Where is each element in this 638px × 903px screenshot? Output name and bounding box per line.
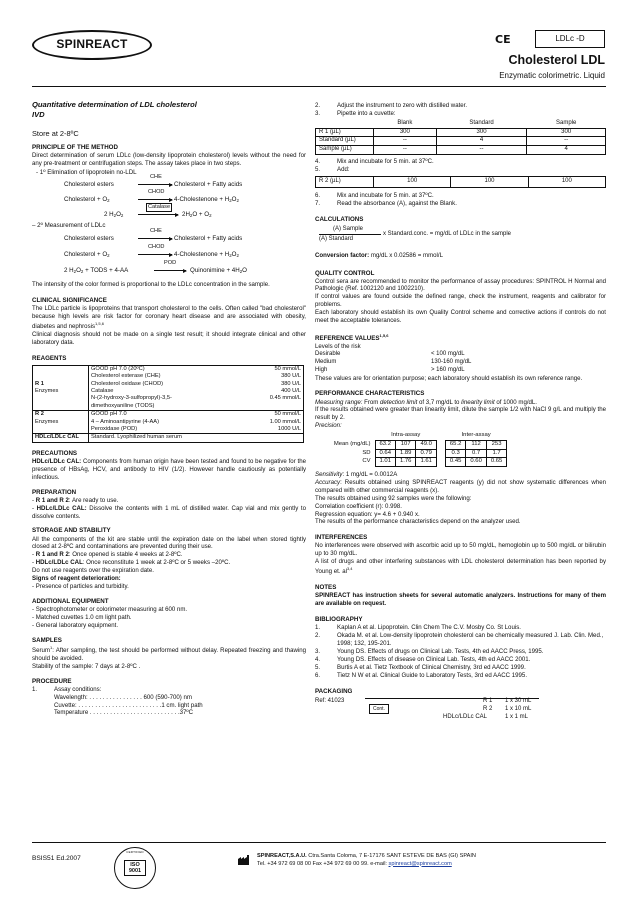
table-row: Peroxidase (POD) 1000 U/L xyxy=(33,426,304,434)
table-row: CV 1.01 1.76 1.61 0.45 0.60 0.65 xyxy=(315,458,507,467)
principle-text: Direct determination of serum LDLc (low-density lipoprotein cholesterol) levels without the need for any pre-treatment or centrifugation steps. The assay takes place in two steps. xyxy=(32,152,306,168)
interferences-title: INTERFERENCES xyxy=(315,534,368,542)
table-row: HDLc/LDLc CAL Standard. Lyophilized human serum xyxy=(33,434,304,442)
regression: Regression equation: y= 4.6 + 0.940 x. xyxy=(315,510,420,518)
rx-che-2: CHE xyxy=(150,228,162,235)
procedure-wavelength: Wavelength: . . . . . . . . . . . . . . . . 600 (590-700) nm xyxy=(54,693,192,701)
table-row: N-(2-hydroxy-3-sulfopropyl)-3,5- 0.45 mmol/L xyxy=(33,395,304,402)
table-row: Desirable < 100 mg/dL xyxy=(315,351,465,358)
rx-quinonimine: Quinonimine + $4H_2O$ xyxy=(190,267,247,275)
main-heading-line2: IVD xyxy=(32,110,45,120)
rx-arrow-6 xyxy=(154,270,186,271)
formula-numerator: (A) Sample xyxy=(333,225,364,232)
rx-cholestenone-2: 4-Cholestenone + $H_2O_2$ xyxy=(174,251,239,259)
conversion-factor: Conversion factor: mg/dL x 0.02586 = mmol/L xyxy=(315,251,443,259)
table-row: Mean (mg/dL) 63.2 107 49.0 65.2 112 253 xyxy=(315,440,507,449)
rx-pod: POD xyxy=(164,260,177,267)
table-row: SD 0.64 1.89 0.79 0.3 0.7 1.7 xyxy=(315,449,507,458)
samples-title: SAMPLES xyxy=(32,636,62,644)
accuracy-samples: The results obtained using 92 samples were the following: xyxy=(315,494,472,502)
formula-result: x Standard.conc. = mg/dL of LDLc in the sample xyxy=(383,230,512,237)
rx-water: $2H_2O + O_2$ xyxy=(182,211,212,219)
spinreact-logo xyxy=(32,30,152,60)
correlation: Correlation coefficient (r): 0.998. xyxy=(315,502,402,510)
main-heading-line1: Quantitative determination of LDL cholesterol xyxy=(32,100,197,109)
procedure-step: 3. Pipette into a cuvette: xyxy=(315,109,396,117)
table-row: High > 160 mg/dL xyxy=(315,366,465,373)
preparation-line1: - R 1 and R 2: Are ready to use. xyxy=(32,496,119,504)
principle-after: The intensity of the color formed is proportional to the LDLc concentration in the sample. xyxy=(32,281,270,289)
rx-h2o2: 2 $H_2O_2$ xyxy=(104,211,124,219)
rx-chol-fatty-2: Cholesterol + Fatty acids xyxy=(174,235,243,243)
bibliography-title: BIBLIOGRAPHY xyxy=(315,616,363,624)
preparation-title: PREPARATION xyxy=(32,488,77,496)
reaction-scheme xyxy=(32,169,306,281)
table-row: Standard (µL) -- 4 -- xyxy=(316,137,606,146)
storage-line3: Do not use reagents over the expiration date. xyxy=(32,567,154,575)
clinical-text2: Clinical diagnosis should not be made on a single test result; it should integrate clinical and other laboratory data. xyxy=(32,330,306,346)
rx-catalase: Catalase xyxy=(146,203,172,212)
qc-text: Control sera are recommended to monitor the performance of assay procedures: SPINTROL H Normal and Pathologic (Ref. 1002120 and 1002210). xyxy=(315,277,606,293)
storage-line2: - HDLc/LDLc CAL: Once reconstitute 1 week at 2-8ºC or 5 weeks –20ºC. xyxy=(32,559,231,567)
rx-arrow-4 xyxy=(138,238,172,239)
qc-text2: If control values are found outside the defined range, check the instrument, reagents and calibrator for problems. xyxy=(315,293,606,309)
rx-arrow-2 xyxy=(138,199,172,200)
product-code-box: LDLc -D xyxy=(535,30,605,48)
ce-mark-icon: CE xyxy=(495,33,511,46)
packaging-title: PACKAGING xyxy=(315,687,353,695)
table-row: Cholesterol esterase (CHE) 380 U/L xyxy=(33,373,304,380)
notes-text: SPINREACT has instruction sheets for several automatic analyzers. Instructions for many of them are available on request. xyxy=(315,592,606,608)
storage-note: Store at 2-8ºC xyxy=(32,128,79,138)
reagent-r1-label: R 1 xyxy=(33,381,89,388)
table-header-row: Blank Standard Sample xyxy=(397,119,577,126)
rx-chol-esters-2: Cholesterol esters xyxy=(64,235,114,243)
bibliography-item: 3. Young DS. Effects of drugs on Clinical Lab. Tests, 4th ed AACC Press, 1995. xyxy=(315,647,544,655)
reference-title: REFERENCE VALUES$^{1,5,6}$ xyxy=(315,333,389,343)
procedure-cuvette: Cuvette: . . . . . . . . . . . . . . . . . . . . . . . . .1 cm. light path xyxy=(54,701,203,709)
equipment-item: - Spectrophotometer or colorimeter measuring at 600 nm. xyxy=(32,606,188,614)
interferences-text: No interferences were observed with ascorbic acid up to 50 mg/dL, hemoglobin up to 500 mg/dL or bilirubin up to 30 mg/dL. xyxy=(315,542,606,558)
bibliography-item: 1. Kaplan A et al. Lipoprotein. Clin Chem The C.V. Mosby Co. St Louis. xyxy=(315,624,521,632)
calculations-title: CALCULATIONS xyxy=(315,215,364,223)
preparation-line2: - HDLc/LDLc CAL: Dissolve the contents with 1 mL of distilled water. Cap vial and mix gently to dissolve contents. xyxy=(32,504,306,520)
table-row: R 1 (µL) 300 300 300 xyxy=(316,128,606,137)
procedure-step: 7. Read the absorbance (A), against the Blank. xyxy=(315,199,457,207)
footer-company-info: SPINREACT,S.A.U. Ctra.Santa Coloma, 7 E-17176 SANT ESTEVE DE BAS (GI) SPAIN Tel. +34 972 69 08 00 Fax +34 972 69 00 99. e-mail: spinreact@spinreact.com xyxy=(257,853,476,867)
reference-levels: Levels of the risk xyxy=(315,343,361,351)
precision-table xyxy=(315,432,507,467)
footer-edition: BSIS51 Ed.2007 xyxy=(32,855,81,862)
qc-text3: Each laboratory should establish its own Quality Control scheme and corrective actions if controls do not meet the acceptable tolerances. xyxy=(315,309,606,325)
right-column xyxy=(315,102,606,728)
rx-che-1: CHE xyxy=(150,174,162,181)
reagents-title: REAGENTS xyxy=(32,354,67,362)
rx-arrow-3 xyxy=(138,214,178,215)
storage-text: All the components of the kit are stable until the expiration date on the label when stored tightly closed at 2-8ºC and contaminations are prevented during their use. xyxy=(32,535,306,551)
rx-tods: 2 $H_2O_2$ + TODS + 4-AA xyxy=(64,267,129,275)
qc-title: QUALITY CONTROL xyxy=(315,269,375,277)
storage-line1: - R 1 and R 2: Once opened is stable 4 weeks at 2-8ºC. xyxy=(32,551,183,559)
bibliography-item: 6. Tietz N W et al. Clinical Guide to Laboratory Tests, 3rd ed AACC 1995. xyxy=(315,671,528,679)
rx-arrow-1 xyxy=(138,184,172,185)
document-title: Cholesterol LDL xyxy=(508,53,605,67)
procedure-step: 5. Add: xyxy=(315,165,350,173)
packaging-block: Ref: 41023 Cont. R 1 1 x 30 mL R 2 1 x 10 mL HDLc/LDLc CAL 1 x 1 mL xyxy=(315,698,606,728)
precautions-text: HDLc/LDLc CAL: Components from human origin have been tested and found to be negative for the presence of HBsAg, HCV, and antibody to HIV (1/2). However handle cautiously as potentially infectious. xyxy=(32,457,306,481)
iso-certification-seal: CERTIFIED ISO 9001 xyxy=(114,847,156,889)
step2-label: – 2º Measurement of LDLc xyxy=(32,222,106,230)
table-row: R 1 Cholesterol oxidase (CHOD) 380 U/L xyxy=(33,381,304,388)
document-subtitle: Enzymatic colorimetric. Liquid xyxy=(499,71,605,80)
rx-chol-o2-2: Cholesterol + $O_2$ xyxy=(64,251,110,259)
samples-text: Serum$^1$: After sampling, the test should be performed without delay. Repeated freezing and thawing should be avoided. xyxy=(32,644,306,662)
clinical-text: The LDLc particle is lipoproteins that transport cholesterol to the cells. Often called "bad cholesterol" because high levels are risk factor for coronary heart disease and are associated with obesity, diabetes and nephrosis$^{1,5,6}$ xyxy=(32,305,306,330)
table-row: R 2 (µL) 100 100 100 xyxy=(316,176,606,187)
bibliography-item: 2. Okada M. et al. Low-density lipoprotein cholesterol can be chemically measured J. Lab. Clin. Med., 1998; 132, 195-201. xyxy=(315,632,604,647)
rx-chod-1: CHOD xyxy=(148,189,165,196)
performance-title: PERFORMANCE CHARACTERISTICS xyxy=(315,390,425,398)
factory-icon xyxy=(238,855,250,865)
sensitivity: Sensitivity: 1 mg/dL = 0.0012A xyxy=(315,470,398,478)
table-header-row: Intra-assay Inter-assay xyxy=(391,432,491,439)
procedure-step: 2. Adjust the instrument to zero with distilled water. xyxy=(315,102,468,109)
storage-line5: - Presence of particles and turbidity. xyxy=(32,583,129,591)
table-row: GOOD pH 7.0 (20ºC) 50 mmol/L xyxy=(33,365,304,373)
reference-note: These values are for orientation purpose; each laboratory should establish its own reference range. xyxy=(315,374,583,382)
email-link[interactable]: spinreact@spinreact.com xyxy=(388,860,452,867)
table-row: Enzymes 4 – Aminoantipyrine (4-AA) 1.00 mmol/L xyxy=(33,419,304,426)
main-heading xyxy=(32,100,306,121)
logo-text: SPINREACT xyxy=(56,37,128,52)
clinical-title: CLINICAL SIGNIFICANCE xyxy=(32,296,107,304)
principle-title: PRINCIPLE OF THE METHOD xyxy=(32,144,118,152)
procedure-step1: 1. Assay conditions: xyxy=(32,685,102,693)
procedure-step: 6. Mix and incubate for 5 min. at 37ºC. xyxy=(315,191,434,199)
rx-chol-fatty-1: Cholesterol + Fatty acids xyxy=(174,181,243,189)
r2-addition-table xyxy=(315,176,606,188)
samples-stability: Stability of the sample: 7 days at 2-8ºC . xyxy=(32,662,141,670)
storage-line4: Signs of reagent deterioration: xyxy=(32,575,121,583)
rx-chod-2: CHOD xyxy=(148,244,165,251)
left-column xyxy=(32,100,306,717)
equipment-item: - General laboratory equipment. xyxy=(32,621,119,629)
precision-label: Precision: xyxy=(315,422,342,430)
bibliography-item: 4. Young DS. Effects of disease on Clinical Lab. Tests, 4th ed AACC 2001. xyxy=(315,655,531,663)
calculation-formula xyxy=(315,226,606,250)
table-row: R 2 GOOD pH 7.0 50 mmol/L xyxy=(33,411,304,419)
footer-divider xyxy=(32,842,606,843)
equipment-item: - Matched cuvettes 1.0 cm light path. xyxy=(32,613,132,621)
storage-title: STORAGE AND STABILITY xyxy=(32,527,111,535)
precautions-title: PRECAUTIONS xyxy=(32,449,78,457)
table-row: Enzymes Catalase 400 U/L xyxy=(33,388,304,395)
procedure-temperature: Temperature . . . . . . . . . . . . . . . . . . . . . . . . . . .37ºC xyxy=(54,709,194,717)
table-row: dimethoxyaniline (TODS) xyxy=(33,403,304,411)
procedure-step: 4. Mix and incubate for 5 min. at 37ºC. xyxy=(315,158,434,166)
measuring-range: Measuring range: From detection limit of 3,7 mg/dL to linearity limit of 1000 mg/dL. xyxy=(315,398,538,406)
accuracy: Accuracy: Results obtained using SPINREACT reagents (y) did not show systematic differences when compared with other commercial reagents (x). xyxy=(315,478,606,494)
rx-arrow-5 xyxy=(138,254,172,255)
notes-title: NOTES xyxy=(315,584,337,592)
performance-note: The results of the performance characteristics depend on the analyzer used. xyxy=(315,518,521,526)
rx-chol-esters-1: Cholesterol esters xyxy=(64,181,114,189)
reference-table xyxy=(315,351,471,374)
reagent-r2-label: R 2 xyxy=(33,411,89,419)
header-divider xyxy=(32,86,606,87)
rx-chol-o2-1: Cholesterol + $O_2$ xyxy=(64,196,110,204)
interferences-text2: A list of drugs and other interfering substances with LDL cholesterol determination has been reported by Young et. al$^{3,4}$ xyxy=(315,558,606,576)
packaging-ref: Ref: 41023 xyxy=(315,697,345,704)
reagents-table xyxy=(32,365,304,443)
bibliography-item: 5. Burtis A et al. Tietz Textbook of Clinical Chemistry, 3rd ed AACC 1999. xyxy=(315,663,526,671)
procedure-title: PROCEDURE xyxy=(32,677,72,685)
table-row: Sample (µL) -- -- 4 xyxy=(316,146,606,155)
packaging-cont-box: Cont. xyxy=(369,704,389,715)
cuvette-table xyxy=(315,120,606,155)
rx-cholestenone-1: 4-Cholestenone + $H_2O_2$ xyxy=(174,196,239,204)
table-row: Medium 130-160 mg/dL xyxy=(315,358,472,365)
formula-denominator: (A) Standard xyxy=(319,235,354,242)
step1-label: - 1º Elimination of lipoprotein no-LDL xyxy=(36,169,137,177)
equipment-title: ADDITIONAL EQUIPMENT xyxy=(32,597,109,605)
formula-fraction-bar xyxy=(319,234,381,235)
linearity-note: If the results obtained were greater than linearity limit, dilute the sample 1/2 with NaCl 9 g/L and multiply the result by 2. xyxy=(315,406,606,422)
